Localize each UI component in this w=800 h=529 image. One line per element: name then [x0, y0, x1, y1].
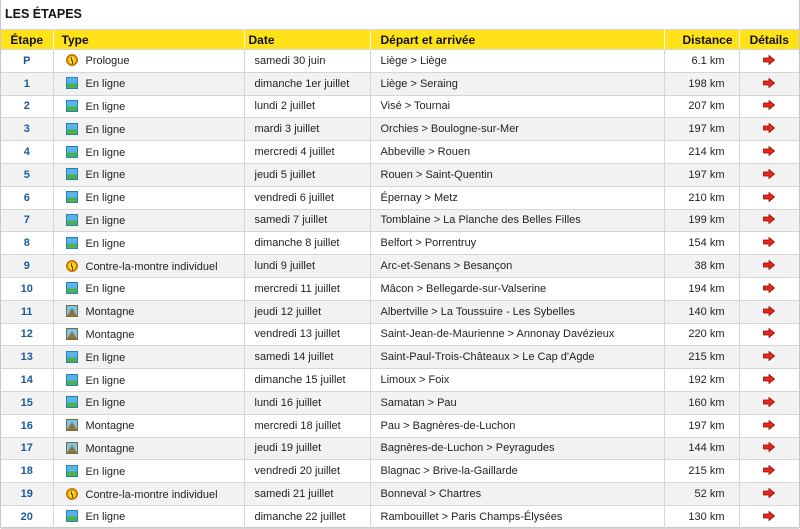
- stage-distance: 197 km: [664, 414, 739, 437]
- stage-type: En ligne: [85, 511, 126, 524]
- stage-route: Limoux > Foix: [370, 369, 664, 392]
- red-arrow-right-icon[interactable]: [763, 351, 775, 361]
- flat-stage-icon: [66, 77, 78, 89]
- stage-type: En ligne: [85, 100, 126, 113]
- table-row[interactable]: [1, 369, 799, 392]
- stage-type: Contre-la-montre individuel: [85, 488, 218, 501]
- stage-distance: 194 km: [664, 277, 739, 300]
- stage-date: jeudi 5 juillet: [244, 163, 370, 186]
- red-arrow-right-icon[interactable]: [763, 214, 775, 224]
- table-row[interactable]: [1, 437, 799, 460]
- stage-type-cell: [53, 300, 244, 323]
- red-arrow-right-icon[interactable]: [763, 55, 775, 65]
- red-arrow-right-icon[interactable]: [763, 465, 775, 475]
- table-row[interactable]: [1, 118, 799, 141]
- stage-route: Blagnac > Brive-la-Gaillarde: [370, 460, 664, 483]
- flat-stage-icon: [66, 351, 78, 363]
- stage-type: En ligne: [85, 397, 126, 410]
- flat-stage-icon: [66, 146, 78, 158]
- stage-distance: 144 km: [664, 437, 739, 460]
- red-arrow-right-icon[interactable]: [763, 283, 775, 293]
- stage-type-cell: [53, 277, 244, 300]
- details-link[interactable]: [739, 323, 799, 346]
- flat-stage-icon: [66, 168, 78, 180]
- clock-icon: [66, 488, 78, 500]
- stage-distance: 215 km: [664, 346, 739, 369]
- details-link[interactable]: [739, 72, 799, 95]
- stage-type: En ligne: [85, 465, 126, 478]
- table-row[interactable]: [1, 186, 799, 209]
- stage-number: 17: [1, 437, 53, 460]
- stage-type-cell: [53, 391, 244, 414]
- stage-type: Montagne: [85, 328, 135, 341]
- column-header-type: Type: [53, 30, 244, 50]
- table-row[interactable]: [1, 300, 799, 323]
- red-arrow-right-icon[interactable]: [763, 260, 775, 270]
- red-arrow-right-icon[interactable]: [763, 442, 775, 452]
- flat-stage-icon: [66, 510, 78, 522]
- stage-date: lundi 2 juillet: [244, 95, 370, 118]
- stage-distance: 214 km: [664, 141, 739, 164]
- stage-date: samedi 7 juillet: [244, 209, 370, 232]
- stage-date: vendredi 20 juillet: [244, 460, 370, 483]
- stage-type-cell: [53, 95, 244, 118]
- table-row[interactable]: [1, 414, 799, 437]
- stage-route: Tomblaine > La Planche des Belles Filles: [370, 209, 664, 232]
- stage-route: Mâcon > Bellegarde-sur-Valserine: [370, 277, 664, 300]
- stage-type-cell: [53, 323, 244, 346]
- table-row[interactable]: [1, 232, 799, 255]
- red-arrow-right-icon[interactable]: [763, 374, 775, 384]
- details-link[interactable]: [739, 255, 799, 278]
- details-link[interactable]: [739, 391, 799, 414]
- mountain-stage-icon: [66, 442, 78, 454]
- stage-route: Épernay > Metz: [370, 186, 664, 209]
- stage-number: 1: [1, 72, 53, 95]
- stage-type: Montagne: [85, 306, 135, 319]
- stage-type: En ligne: [85, 78, 126, 91]
- stage-type-cell: [53, 414, 244, 437]
- stage-number: 6: [1, 186, 53, 209]
- stage-type-cell: [53, 255, 244, 278]
- stage-type-cell: [53, 186, 244, 209]
- stage-distance: 52 km: [664, 483, 739, 506]
- details-link[interactable]: [739, 414, 799, 437]
- details-link[interactable]: [739, 346, 799, 369]
- stage-number: 20: [1, 505, 53, 528]
- stage-route: Rambouillet > Paris Champs-Élysées: [370, 505, 664, 528]
- stage-route: Saint-Jean-de-Maurienne > Annonay Davézieux: [370, 323, 664, 346]
- table-row[interactable]: [1, 95, 799, 118]
- flat-stage-icon: [66, 465, 78, 477]
- stage-date: samedi 14 juillet: [244, 346, 370, 369]
- table-row[interactable]: [1, 277, 799, 300]
- stage-number: 14: [1, 369, 53, 392]
- stage-number: P: [1, 50, 53, 73]
- table-row[interactable]: [1, 72, 799, 95]
- flat-stage-icon: [66, 100, 78, 112]
- stage-number: 10: [1, 277, 53, 300]
- stage-date: lundi 16 juillet: [244, 391, 370, 414]
- stage-route: Bonneval > Chartres: [370, 483, 664, 506]
- red-arrow-right-icon[interactable]: [763, 488, 775, 498]
- stage-distance: 197 km: [664, 118, 739, 141]
- stage-date: dimanche 22 juillet: [244, 505, 370, 528]
- details-link[interactable]: [739, 232, 799, 255]
- details-link[interactable]: [739, 505, 799, 528]
- stage-distance: 210 km: [664, 186, 739, 209]
- stage-route: Orchies > Boulogne-sur-Mer: [370, 118, 664, 141]
- table-row[interactable]: [1, 209, 799, 232]
- flat-stage-icon: [66, 214, 78, 226]
- clock-icon: [66, 54, 78, 66]
- stage-date: samedi 21 juillet: [244, 483, 370, 506]
- stage-distance: 192 km: [664, 369, 739, 392]
- details-link[interactable]: [739, 118, 799, 141]
- details-link[interactable]: [739, 460, 799, 483]
- stage-type: En ligne: [85, 374, 126, 387]
- flat-stage-icon: [66, 237, 78, 249]
- stage-route: Belfort > Porrentruy: [370, 232, 664, 255]
- details-link[interactable]: [739, 437, 799, 460]
- stage-route: Samatan > Pau: [370, 391, 664, 414]
- table-row[interactable]: [1, 50, 799, 73]
- mountain-stage-icon: [66, 419, 78, 431]
- stage-distance: 207 km: [664, 95, 739, 118]
- red-arrow-right-icon[interactable]: [763, 78, 775, 88]
- red-arrow-right-icon[interactable]: [763, 169, 775, 179]
- stage-route: Bagnères-de-Luchon > Peyragudes: [370, 437, 664, 460]
- stage-number: 7: [1, 209, 53, 232]
- stage-type: Contre-la-montre individuel: [85, 260, 218, 273]
- table-row[interactable]: [1, 391, 799, 414]
- table-header-row: [1, 30, 799, 50]
- details-link[interactable]: [739, 50, 799, 73]
- stage-number: 2: [1, 95, 53, 118]
- stage-route: Visé > Tournai: [370, 95, 664, 118]
- stage-distance: 160 km: [664, 391, 739, 414]
- stage-route: Albertville > La Toussuire - Les Sybelles: [370, 300, 664, 323]
- stage-distance: 130 km: [664, 505, 739, 528]
- flat-stage-icon: [66, 191, 78, 203]
- red-arrow-right-icon[interactable]: [763, 192, 775, 202]
- stage-type: En ligne: [85, 237, 126, 250]
- details-link[interactable]: [739, 141, 799, 164]
- stage-number: 12: [1, 323, 53, 346]
- red-arrow-right-icon[interactable]: [763, 511, 775, 521]
- details-link[interactable]: [739, 186, 799, 209]
- stage-number: 3: [1, 118, 53, 141]
- stage-type: Montagne: [85, 420, 135, 433]
- stage-date: dimanche 15 juillet: [244, 369, 370, 392]
- stage-number: 8: [1, 232, 53, 255]
- column-header-details: Détails: [739, 30, 799, 50]
- stage-number: 18: [1, 460, 53, 483]
- stage-date: lundi 9 juillet: [244, 255, 370, 278]
- stage-type-cell: [53, 163, 244, 186]
- column-header-distance: Distance: [664, 30, 739, 50]
- stage-number: 13: [1, 346, 53, 369]
- stage-number: 9: [1, 255, 53, 278]
- stage-date: vendredi 13 juillet: [244, 323, 370, 346]
- details-link[interactable]: [739, 483, 799, 506]
- stage-type-cell: [53, 141, 244, 164]
- stage-date: samedi 30 juin: [244, 50, 370, 73]
- stage-distance: 197 km: [664, 163, 739, 186]
- panel-title: LES ÉTAPES: [1, 0, 799, 30]
- table-row[interactable]: [1, 255, 799, 278]
- stage-date: mercredi 18 juillet: [244, 414, 370, 437]
- table-row[interactable]: [1, 483, 799, 506]
- stage-date: mardi 3 juillet: [244, 118, 370, 141]
- details-link[interactable]: [739, 277, 799, 300]
- stage-distance: 38 km: [664, 255, 739, 278]
- red-arrow-right-icon[interactable]: [763, 306, 775, 316]
- stage-number: 16: [1, 414, 53, 437]
- stage-distance: 140 km: [664, 300, 739, 323]
- stage-type-cell: [53, 369, 244, 392]
- details-link[interactable]: [739, 163, 799, 186]
- stage-date: vendredi 6 juillet: [244, 186, 370, 209]
- stage-type-cell: [53, 118, 244, 141]
- stage-distance: 198 km: [664, 72, 739, 95]
- details-link[interactable]: [739, 95, 799, 118]
- red-arrow-right-icon[interactable]: [763, 146, 775, 156]
- stage-type: En ligne: [85, 146, 126, 159]
- column-header-date: Date: [244, 30, 370, 50]
- red-arrow-right-icon[interactable]: [763, 123, 775, 133]
- stage-route: Saint-Paul-Trois-Châteaux > Le Cap d'Agde: [370, 346, 664, 369]
- flat-stage-icon: [66, 396, 78, 408]
- red-arrow-right-icon[interactable]: [763, 328, 775, 338]
- stage-number: 4: [1, 141, 53, 164]
- stage-distance: 154 km: [664, 232, 739, 255]
- details-link[interactable]: [739, 300, 799, 323]
- stage-distance: 220 km: [664, 323, 739, 346]
- red-arrow-right-icon[interactable]: [763, 397, 775, 407]
- column-header-etape: Étape: [1, 30, 53, 50]
- clock-icon: [66, 260, 78, 272]
- table-row[interactable]: [1, 505, 799, 528]
- details-link[interactable]: [739, 369, 799, 392]
- table-row[interactable]: [1, 346, 799, 369]
- stage-type: En ligne: [85, 351, 126, 364]
- stage-route: Liège > Liège: [370, 50, 664, 73]
- stage-route: Arc-et-Senans > Besançon: [370, 255, 664, 278]
- stage-date: dimanche 8 juillet: [244, 232, 370, 255]
- stage-date: mercredi 4 juillet: [244, 141, 370, 164]
- stage-number: 19: [1, 483, 53, 506]
- stage-date: mercredi 11 juillet: [244, 277, 370, 300]
- table-row[interactable]: [1, 323, 799, 346]
- stage-date: jeudi 12 juillet: [244, 300, 370, 323]
- flat-stage-icon: [66, 123, 78, 135]
- stage-type-cell: [53, 346, 244, 369]
- stage-distance: 199 km: [664, 209, 739, 232]
- stage-type-cell: [53, 50, 244, 73]
- stage-number: 11: [1, 300, 53, 323]
- stage-type: Montagne: [85, 442, 135, 455]
- stage-type: En ligne: [85, 283, 126, 296]
- stage-type-cell: [53, 72, 244, 95]
- mountain-stage-icon: [66, 328, 78, 340]
- flat-stage-icon: [66, 282, 78, 294]
- stage-route: Abbeville > Rouen: [370, 141, 664, 164]
- stage-route: Rouen > Saint-Quentin: [370, 163, 664, 186]
- stage-distance: 6.1 km: [664, 50, 739, 73]
- red-arrow-right-icon[interactable]: [763, 100, 775, 110]
- stage-date: jeudi 19 juillet: [244, 437, 370, 460]
- stage-distance: 215 km: [664, 460, 739, 483]
- stage-type-cell: [53, 483, 244, 506]
- stage-type-cell: [53, 232, 244, 255]
- stage-type: Prologue: [85, 55, 130, 68]
- stage-type-cell: [53, 209, 244, 232]
- stage-type: En ligne: [85, 192, 126, 205]
- details-link[interactable]: [739, 209, 799, 232]
- red-arrow-right-icon[interactable]: [763, 420, 775, 430]
- stage-route: Pau > Bagnères-de-Luchon: [370, 414, 664, 437]
- red-arrow-right-icon[interactable]: [763, 237, 775, 247]
- stage-type: En ligne: [85, 123, 126, 136]
- mountain-stage-icon: [66, 305, 78, 317]
- stage-type: En ligne: [85, 169, 126, 182]
- column-header-route: Départ et arrivée: [370, 30, 664, 50]
- table-row[interactable]: [1, 141, 799, 164]
- stage-date: dimanche 1er juillet: [244, 72, 370, 95]
- stage-number: 15: [1, 391, 53, 414]
- flat-stage-icon: [66, 374, 78, 386]
- stages-table: [1, 30, 799, 529]
- stage-type-cell: [53, 437, 244, 460]
- stage-type: En ligne: [85, 214, 126, 227]
- table-row[interactable]: [1, 163, 799, 186]
- table-row[interactable]: [1, 460, 799, 483]
- stage-route: Liège > Seraing: [370, 72, 664, 95]
- stage-number: 5: [1, 163, 53, 186]
- stage-type-cell: [53, 460, 244, 483]
- stage-type-cell: [53, 505, 244, 528]
